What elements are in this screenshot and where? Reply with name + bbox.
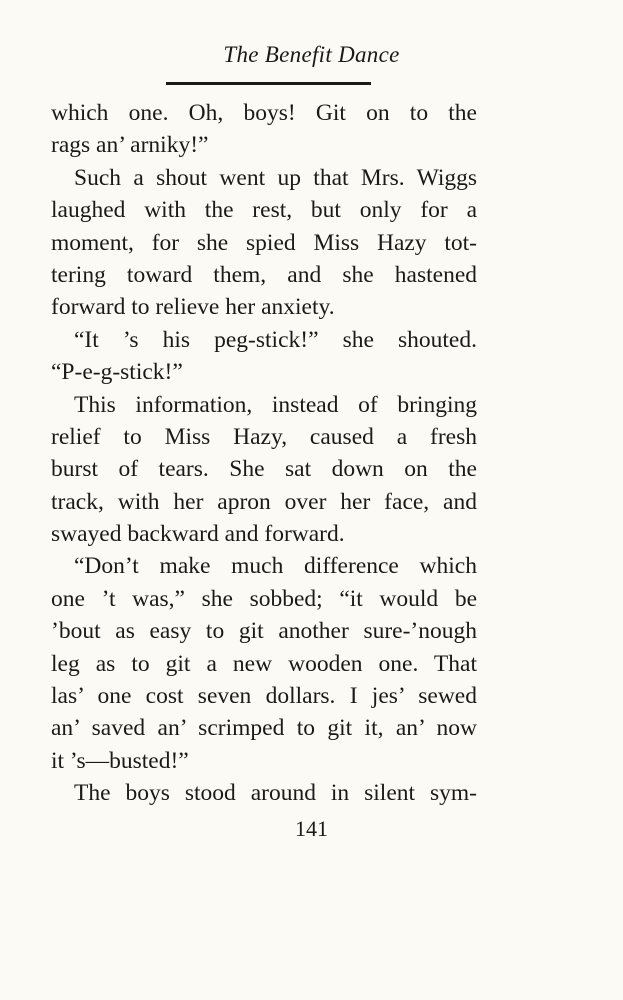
text-line: tering toward them, and she hastened: [51, 261, 477, 288]
text-line: Such a shout went up that Mrs. Wiggs: [74, 164, 477, 191]
text-line: moment, for she spied Miss Hazy tot-: [51, 229, 477, 256]
text-line: an’ saved an’ scrimped to git it, an’ now: [51, 715, 477, 742]
text-line: swayed backward and forward.: [51, 521, 345, 548]
text-line: relief to Miss Hazy, caused a fresh: [51, 423, 477, 450]
text-line: This information, instead of bringing: [74, 391, 477, 418]
text-line: forward to relieve her anxiety.: [51, 294, 335, 321]
text-line: burst of tears. She sat down on the: [51, 456, 477, 483]
text-line: las’ one cost seven dollars. I jes’ sewed: [51, 683, 477, 710]
text-line: “It ’s his peg-stick!” she shouted.: [74, 326, 477, 353]
page-number: 141: [295, 816, 328, 841]
text-line: which one. Oh, boys! Git on to the: [51, 100, 477, 126]
text-line: The boys stood around in silent sym-: [74, 780, 477, 807]
text-line: laughed with the rest, but only for a: [51, 197, 477, 224]
header-rule: [166, 82, 371, 85]
text-line: “Don’t make much difference which: [74, 553, 477, 580]
text-line: “P-e-g-stick!”: [51, 359, 183, 386]
text-line: leg as to git a new wooden one. That: [51, 650, 477, 677]
text-line: ’bout as easy to git another sure-’nough: [51, 618, 477, 645]
text-line: rags an’ arniky!”: [51, 132, 209, 159]
text-line: one ’t was,” she sobbed; “it would be: [51, 585, 477, 612]
text-line: it ’s—busted!”: [51, 747, 189, 774]
text-line: track, with her apron over her face, and: [51, 488, 477, 515]
running-title: The Benefit Dance: [223, 42, 400, 67]
body-text: [51, 97, 477, 810]
